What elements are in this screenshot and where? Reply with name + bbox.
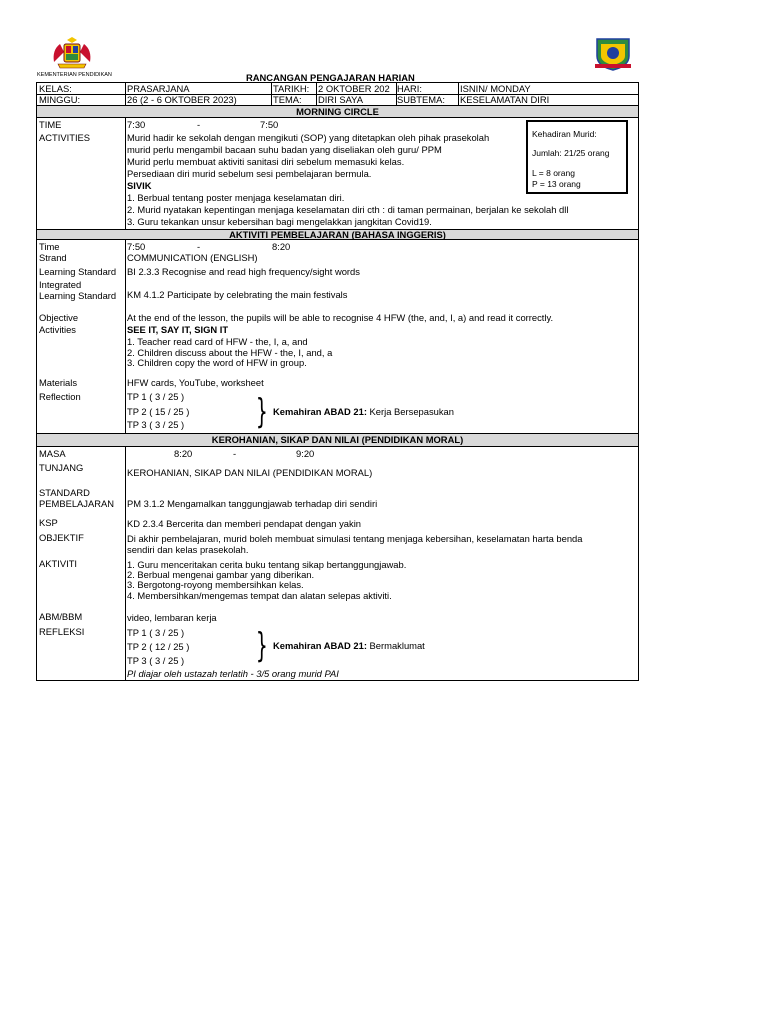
attendance-female: P = 13 orang	[532, 179, 581, 189]
english-heading: AKTIVITI PEMBELAJARAN (BAHASA INGGERIS)	[37, 229, 638, 240]
abm-value: video, lembaran kerja	[127, 612, 217, 623]
strand-label: Strand	[39, 252, 67, 263]
sivik-line: 2. Murid nyatakan kepentingan menjaga keselamatan diri cth : di taman permainan, berjalan ke sekolah dll	[127, 204, 569, 215]
standard-value: PM 3.1.2 Mengamalkan tanggungjawab terhadap diri sendiri	[127, 498, 378, 509]
integrated-ls-value: KM 4.1.2 Participate by celebrating the main festivals	[127, 289, 348, 300]
brace-icon: }	[255, 626, 268, 666]
integrated-label: Integrated	[39, 279, 82, 290]
objective-value: At the end of the lesson, the pupils will be able to recognise 4 HFW (the, and, I, a) and read it correctly.	[127, 312, 554, 323]
morning-circle-heading: MORNING CIRCLE	[37, 105, 638, 118]
materials-label: Materials	[39, 377, 78, 388]
pai-note: PI diajar oleh ustazah terlatih - 3/5 orang murid PAI	[127, 668, 339, 679]
english-tp: TP 3 ( 3 / 25 )	[127, 419, 185, 430]
materials-value: HFW cards, YouTube, worksheet	[127, 377, 264, 388]
tunjang-value: KEROHANIAN, SIKAP DAN NILAI (PENDIDIKAN MORAL)	[127, 467, 373, 478]
aktiviti-line: 1. Guru menceritakan cerita buku tentang sikap bertanggungjawab.	[127, 559, 407, 570]
english-abad: Kemahiran ABAD 21: Kerja Bersepasukan	[273, 406, 454, 417]
english-activities-title: SEE IT, SAY IT, SIGN IT	[127, 324, 229, 335]
aktiviti-line: 2. Berbual mengenai gambar yang diberikan.	[127, 569, 315, 580]
morning-time-dash: -	[197, 119, 201, 130]
school-logo	[593, 36, 633, 72]
learning-standard-value: BI 2.3.3 Recognise and read high frequency/sight words	[127, 266, 360, 277]
standard-label: STANDARD	[39, 487, 90, 498]
tunjang-label: TUNJANG	[39, 462, 84, 473]
integrated-ls-label: Learning Standard	[39, 290, 117, 301]
reflection-label: Reflection	[39, 391, 81, 402]
objective-label: Objective	[39, 312, 79, 323]
english-tp: TP 1 ( 3 / 25 )	[127, 391, 185, 402]
english-activities-label: Activities	[39, 324, 76, 335]
lesson-plan-sheet	[36, 82, 639, 681]
attendance-title: Kehadiran Murid:	[532, 129, 597, 139]
attendance-box	[526, 120, 628, 194]
objektif-label: OBJEKTIF	[39, 532, 84, 543]
moral-tp: TP 3 ( 3 / 25 )	[127, 655, 185, 666]
english-activity-line: 2. Children discuss about the HFW - the, I, and, a	[127, 347, 333, 358]
morning-line: Murid perlu membuat aktiviti sanitasi diri sebelum memasuki kelas.	[127, 156, 405, 167]
page-title: RANCANGAN PENGAJARAN HARIAN	[246, 72, 415, 83]
aktiviti-line: 3. Bergotong-royong membersihkan kelas.	[127, 579, 304, 590]
hari-label: HARI:	[397, 83, 423, 94]
ministry-name: KEMENTERIAN PENDIDIKAN	[37, 72, 112, 78]
moral-time-start: 8:20	[174, 448, 193, 459]
strand-value: COMMUNICATION (ENGLISH)	[127, 252, 258, 263]
ministry-crest-logo	[50, 36, 94, 72]
english-time-label: Time	[39, 241, 60, 252]
attendance-male: L = 8 orang	[532, 168, 575, 178]
minggu-label: MINGGU:	[39, 94, 81, 105]
morning-line: Murid hadir ke sekolah dengan mengikuti (SOP) yang ditetapkan oleh pihak prasekolah	[127, 132, 490, 143]
subtema-label: SUBTEMA:	[397, 94, 445, 105]
refleksi-label: REFLEKSI	[39, 626, 85, 637]
english-activity-line: 3. Children copy the word of HFW in group.	[127, 357, 307, 368]
moral-heading: KEROHANIAN, SIKAP DAN NILAI (PENDIDIKAN MORAL)	[37, 433, 638, 447]
moral-time-dash: -	[233, 448, 237, 459]
morning-line: Persediaan diri murid sebelum sesi pembelajaran bermula.	[127, 168, 372, 179]
morning-activities-label: ACTIVITIES	[39, 132, 91, 143]
moral-time-end: 9:20	[296, 448, 315, 459]
morning-time-end: 7:50	[260, 119, 279, 130]
abm-label: ABM/BBM	[39, 611, 83, 622]
tarikh-value: 2 OKTOBER 202	[318, 83, 390, 94]
morning-time-label: TIME	[39, 119, 62, 130]
morning-line: murid perlu mengambil bacaan suhu badan yang diseliakan oleh guru/ PPM	[127, 144, 442, 155]
english-time-dash: -	[197, 241, 201, 252]
moral-abad: Kemahiran ABAD 21: Bermaklumat	[273, 640, 425, 651]
masa-label: MASA	[39, 448, 66, 459]
english-tp: TP 2 ( 15 / 25 )	[127, 406, 190, 417]
objektif-line: sendiri dan kelas prasekolah.	[127, 544, 249, 555]
kelas-value: PRASARJANA	[127, 83, 190, 94]
minggu-value: 26 (2 - 6 OKTOBER 2023)	[127, 94, 237, 105]
aktiviti-label: AKTIVITI	[39, 558, 78, 569]
sivik-line: 1. Berbual tentang poster menjaga keselamatan diri.	[127, 192, 345, 203]
tema-label: TEMA:	[273, 94, 302, 105]
sivik-line: 3. Guru tekankan unsur kebersihan bagi mengelakkan jangkitan Covid19.	[127, 216, 432, 227]
moral-tp: TP 1 ( 3 / 25 )	[127, 627, 185, 638]
english-time-end: 8:20	[272, 241, 291, 252]
english-activity-line: 1. Teacher read card of HFW - the, I, a, and	[127, 336, 308, 347]
hari-value: ISNIN/ MONDAY	[460, 83, 531, 94]
learning-standard-label: Learning Standard	[39, 266, 117, 277]
kelas-label: KELAS:	[39, 83, 72, 94]
morning-time-start: 7:30	[127, 119, 146, 130]
subtema-value: KESELAMATAN DIRI	[460, 94, 550, 105]
brace-icon: }	[255, 392, 268, 432]
objektif-line: Di akhir pembelajaran, murid boleh membuat simulasi tentang menjaga kebersihan, keselamatan harta benda	[127, 533, 583, 544]
moral-tp: TP 2 ( 12 / 25 )	[127, 641, 190, 652]
attendance-total: Jumlah: 21/25 orang	[532, 148, 610, 158]
aktiviti-line: 4. Membersihkan/mengemas tempat dan alatan selepas aktiviti.	[127, 590, 392, 601]
ksp-label: KSP	[39, 517, 58, 528]
tarikh-label: TARIKH:	[273, 83, 310, 94]
sivik-heading: SIVIK	[127, 180, 152, 191]
pembelajaran-label: PEMBELAJARAN	[39, 498, 115, 509]
tema-value: DIRI SAYA	[318, 94, 363, 105]
ksp-value: KD 2.3.4 Bercerita dan memberi pendapat dengan yakin	[127, 518, 361, 529]
english-time-start: 7:50	[127, 241, 146, 252]
